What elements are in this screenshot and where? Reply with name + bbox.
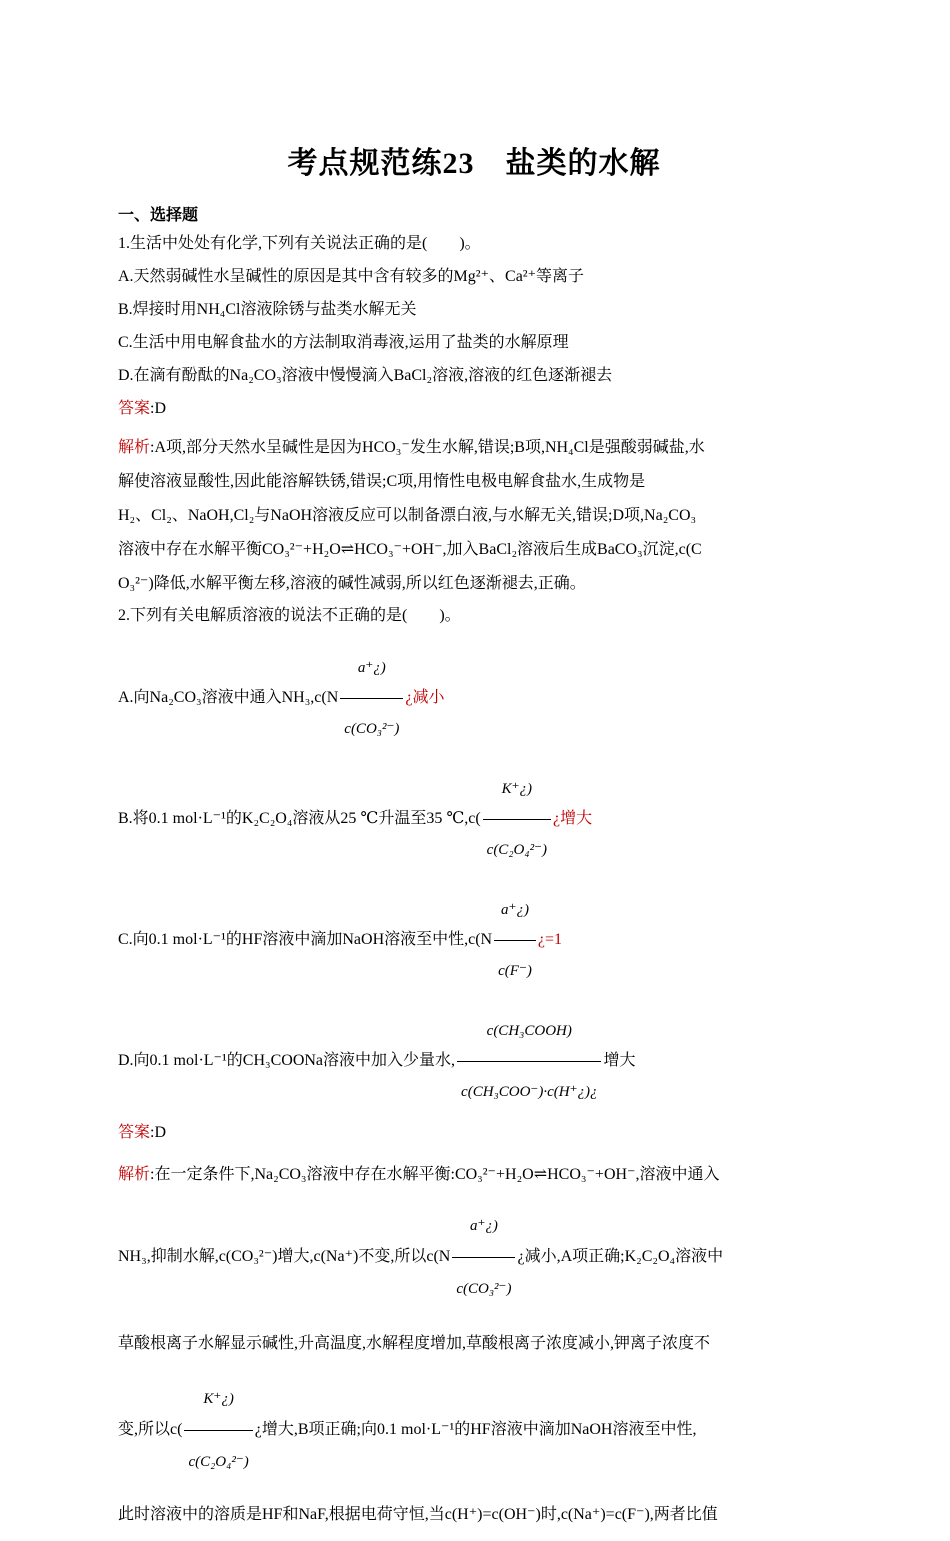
fraction-denominator: c(C₂O₄²⁻) — [188, 1454, 249, 1470]
question-1 — [118, 233, 830, 601]
analysis-line: 溶液中存在水解平衡CO₃²⁻+H₂O⇌HCO₃⁻+OH⁻,加入BaCl₂溶液后生成BaCO₃沉淀,c(C — [118, 541, 702, 558]
analysis-line: :A项,部分天然水呈碱性是因为HCO₃⁻发生水解,错误;B项,NH₄Cl是强酸弱碱盐,水 — [150, 439, 705, 456]
fraction-denominator: c(F⁻) — [498, 963, 532, 979]
option-text: ¿增大 — [553, 810, 593, 828]
question-2 — [118, 605, 830, 1537]
question-1-answer — [118, 398, 830, 420]
fraction-numerator: c(CH₃COOH) — [457, 1001, 601, 1062]
analysis-line: ¿增大,B项正确;向0.1 mol·L⁻¹的HF溶液中滴加NaOH溶液至中性, — [254, 1421, 697, 1439]
option-text: C.向0.1 mol·L⁻¹的HF溶液中滴加NaOH溶液至中性,c(N — [118, 931, 493, 949]
question-2-option-a — [118, 638, 830, 759]
question-2-stem: 2.下列有关电解质溶液的说法不正确的是( )。 — [118, 607, 461, 624]
option-text: A.向Na₂CO₃溶液中通入NH₃,c(N — [118, 689, 339, 707]
answer-label: 答案 — [118, 400, 151, 417]
option-text: B.将0.1 mol·L⁻¹的K₂C₂O₄溶液从25 ℃升温至35 ℃,c( — [118, 810, 481, 828]
question-2-option-d — [118, 1001, 830, 1122]
fraction-numerator: a⁺¿) — [494, 880, 536, 941]
analysis-line: O₃²⁻)降低,水解平衡左移,溶液的碱性减弱,所以红色逐渐褪去,正确。 — [118, 575, 586, 592]
analysis-line: NH₃,抑制水解,c(CO₃²⁻)增大,c(Na⁺)不变,所以c(N — [118, 1248, 451, 1266]
fraction — [184, 1368, 252, 1493]
page-title: 考点规范练23 盐类的水解 — [287, 147, 661, 180]
fraction — [340, 638, 403, 759]
fraction — [483, 759, 551, 880]
analysis-line: 草酸根离子水解显示碱性,升高温度,水解程度增加,草酸根离子浓度减小,钾离子浓度不 — [118, 1335, 711, 1352]
analysis-label: 解析 — [118, 439, 151, 456]
answer-label: 答案 — [118, 1124, 151, 1141]
question-1-option-c: C.生活中用电解食盐水的方法制取消毒液,运用了盐类的水解原理 — [118, 334, 569, 351]
question-2-answer — [118, 1122, 830, 1144]
question-1-option-d: D.在滴有酚酞的Na₂CO₃溶液中慢慢滴入BaCl₂溶液,溶液的红色逐渐褪去 — [118, 367, 613, 384]
analysis-line: ¿减小,A项正确;K₂C₂O₄溶液中 — [517, 1248, 724, 1266]
question-2-option-b — [118, 759, 830, 880]
option-text: D.向0.1 mol·L⁻¹的CH₃COONa溶液中加入少量水, — [118, 1052, 456, 1070]
option-text: ¿=1 — [537, 931, 562, 949]
fraction-denominator: c(CO₃²⁻) — [456, 1281, 512, 1297]
fraction-denominator: c(CH₃COO⁻)·c(H⁺¿)¿ — [461, 1084, 598, 1100]
fraction-numerator: a⁺¿) — [340, 638, 403, 699]
answer-value: :D — [150, 400, 167, 417]
analysis-line: 变,所以c( — [118, 1421, 183, 1439]
analysis-line: :在一定条件下,Na₂CO₃溶液中存在水解平衡:CO₃²⁻+H₂O⇌HCO₃⁻+OH⁻,溶液中通入 — [150, 1166, 720, 1183]
option-text: 增大 — [603, 1052, 636, 1070]
fraction-numerator: K⁺¿) — [184, 1368, 252, 1431]
question-1-option-a: A.天然弱碱性水呈碱性的原因是其中含有较多的Mg²⁺、Ca²⁺等离子 — [118, 268, 585, 285]
fraction-numerator: a⁺¿) — [452, 1195, 515, 1258]
option-text: ¿减小 — [405, 689, 445, 707]
fraction — [494, 880, 536, 1001]
question-1-stem: 1.生活中处处有化学,下列有关说法正确的是( )。 — [118, 235, 481, 252]
fraction-numerator: K⁺¿) — [483, 759, 551, 820]
question-1-option-b: B.焊接时用NH₄Cl溶液除锈与盐类水解无关 — [118, 301, 417, 318]
question-2-analysis — [118, 1155, 830, 1537]
document-page — [118, 120, 830, 1541]
fraction-denominator: c(CO₃²⁻) — [344, 721, 400, 737]
analysis-line: H₂、Cl₂、NaOH,Cl₂与NaOH溶液反应可以制备漂白液,与水解无关,错误;D项,Na₂CO₃ — [118, 507, 697, 524]
answer-value: :D — [150, 1124, 167, 1141]
analysis-line: 此时溶液中的溶质是HF和NaF,根据电荷守恒,当c(H⁺)=c(OH⁻)时,c(Na⁺)=c(F⁻),两者比值 — [118, 1506, 718, 1523]
fraction — [457, 1001, 601, 1122]
analysis-label: 解析 — [118, 1166, 151, 1183]
question-1-analysis — [118, 431, 830, 601]
section-heading: 一、选择题 — [118, 207, 199, 224]
question-2-option-c — [118, 880, 830, 1001]
analysis-line: 解使溶液显酸性,因此能溶解铁锈,错误;C项,用惰性电极电解食盐水,生成物是 — [118, 473, 646, 490]
fraction-denominator: c(C₂O₄²⁻) — [486, 842, 547, 858]
fraction — [452, 1195, 515, 1320]
